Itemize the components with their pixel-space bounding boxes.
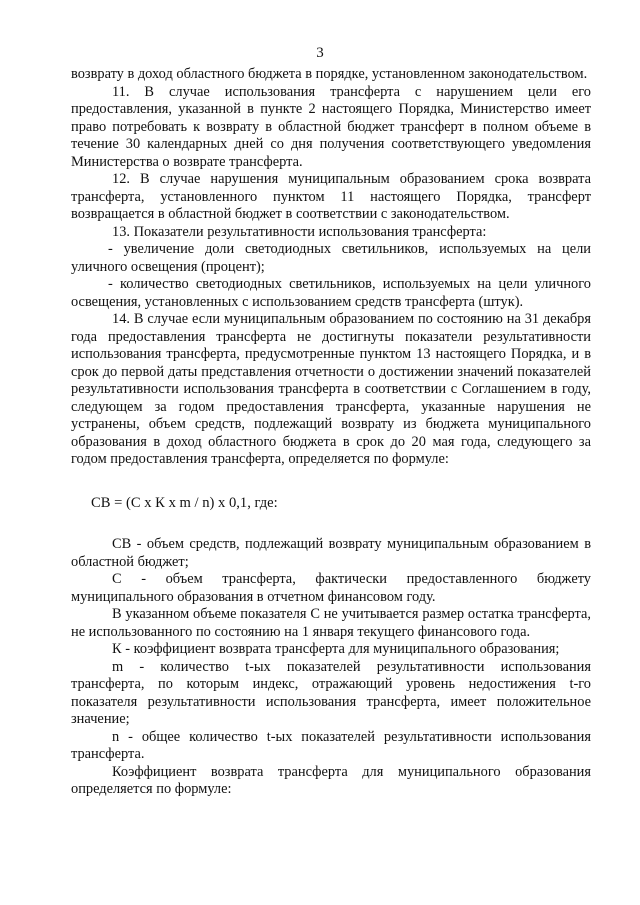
indicator-item-percent: - увеличение доли светодиодных светильников, используемых на цели уличного освещения (процент); xyxy=(71,241,591,275)
paragraph-11: 11. В случае использования трансферта с нарушением цели его предоставления, указанной в пункте 2 настоящего Порядка, Министерство имеет право потребовать к возврату в областной бюджет трансферт в полном объеме в течение 30 календарных дней со дня получения соответствующего уведомления Министерства о возврате трансферта. xyxy=(71,83,591,170)
definition-c: С - объем трансферта, фактически предоставленного бюджету муниципального образования в отчетном финансовом году. xyxy=(71,571,591,605)
definition-k: К - коэффициент возврата трансферта для муниципального образования; xyxy=(112,641,560,657)
document-body xyxy=(71,66,591,799)
coefficient-intro: Коэффициент возврата трансферта для муниципального образования определяется по формуле: xyxy=(71,763,591,797)
indicator-item-count: - количество светодиодных светильников, используемых на цели уличного освещения, установленных с использованием средств трансферта (штук). xyxy=(71,276,591,310)
paragraph-14: 14. В случае если муниципальным образованием по состоянию на 31 декабря года предоставления трансферта не достигнуты показатели результативности использования трансферта, предусмотренные пунктом 13 настоящего Порядка, и в срок до первой даты представления отчетности о достижении значений показателей результативности использования трансферта в соответствии с Соглашением в году, следующем за годом предоставления трансферта, указанные нарушения не устранены, объем средств, подлежащий возврату из бюджета муниципального образования в доход областного бюджета в срок до 20 мая года, следующего за годом предоставления трансферта, определяется по формуле: xyxy=(71,311,591,467)
paragraph-continuation: возврату в доход областного бюджета в порядке, установленном законодательством. xyxy=(71,66,588,82)
paragraph-12: 12. В случае нарушения муниципальным образованием срока возврата трансферта, установленного пунктом 11 настоящего Порядка, трансферт возвращается в областной бюджет в соответствии с законодательством. xyxy=(71,171,591,222)
definition-n: n - общее количество t-ых показателей результативности использования трансферта. xyxy=(71,728,591,762)
definition-c-note: В указанном объеме показателя С не учитывается размер остатка трансферта, не использованного по состоянию на 1 января текущего финансового года. xyxy=(71,606,591,640)
page-number: 3 xyxy=(316,45,324,61)
paragraph-13: 13. Показатели результативности использования трансферта: xyxy=(112,223,487,240)
formula: СВ = (С х К х m / n) х 0,1, где: xyxy=(91,494,278,511)
definition-sv: СВ - объем средств, подлежащий возврату муниципальным образованием в областной бюджет; xyxy=(71,536,591,570)
definition-m: m - количество t-ых показателей результативности использования трансферта, по которым индекс, отражающий уровень недостижения t-го показателя результативности использования трансферта, имеет положительное значение; xyxy=(71,658,591,727)
